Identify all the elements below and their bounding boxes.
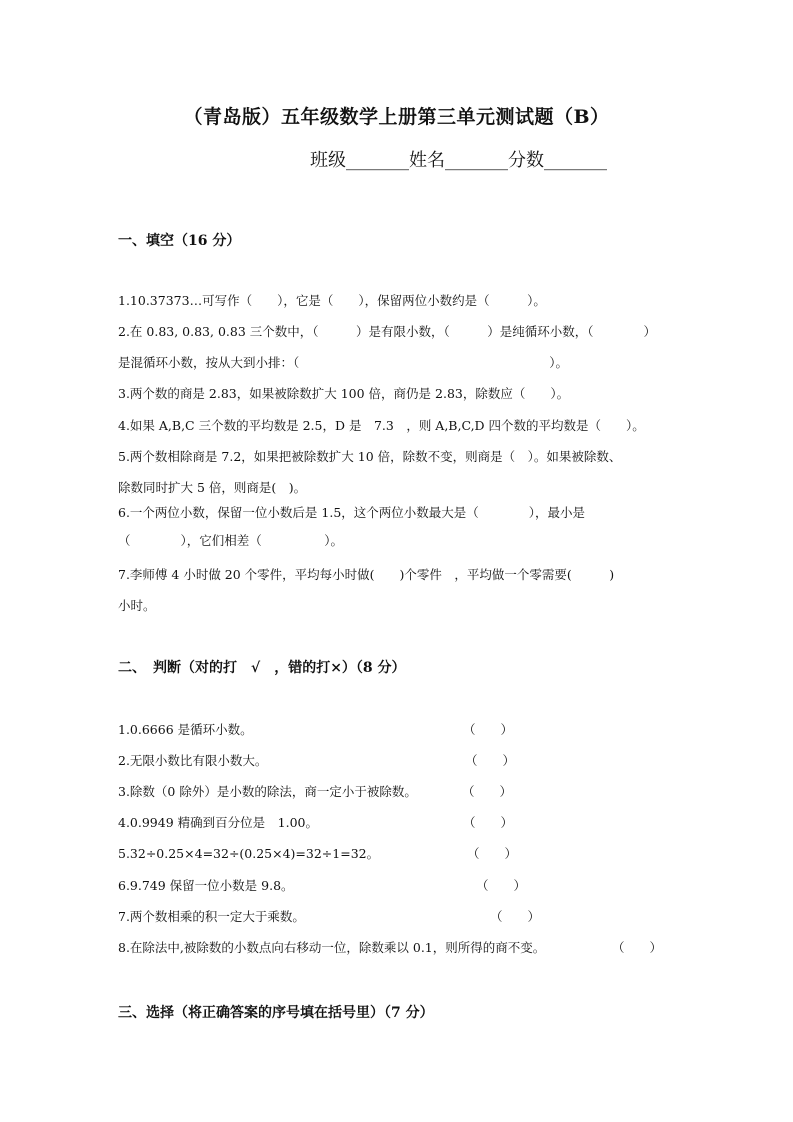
judge-item-3: 3.除数（0 除外）是小数的除法，商一定小于被除数。 [118,784,417,799]
judge-answer-1[interactable]: （ ） [463,722,514,737]
section-2-heading: 二、 判断（对的打 √ ，错的打×）（8 分） [118,660,406,676]
judge-answer-2[interactable]: （ ） [465,753,516,768]
fill-line-3: 是混循环小数，按从大到小排：（ ）。 [118,355,569,370]
judge-item-6: 6.9.749 保留一位小数是 9.8。 [118,878,294,893]
fill-line-1: 1.10.37373…可写作（ ），它是（ ），保留两位小数约是（ ）。 [118,293,546,308]
judge-item-7: 7.两个数相乘的积一定大于乘数。 [118,909,305,924]
fill-line-10: 7.李师傅 4 小时做 20 个零件，平均每小时做( )个零件 ，平均做一个零需要( ) [118,567,615,582]
fill-line-4: 3.两个数的商是 2.83，如果被除数扩大 100 倍，商仍是 2.83，除数应（ ）。 [118,386,570,401]
judge-item-8: 8.在除法中,被除数的小数点向右移动一位，除数乘以 0.1，则所得的商不变。 [118,940,546,955]
fill-line-5: 4.如果 A,B,C 三个数的平均数是 2.5，D 是 7.3 ，则 A,B,C,D 四个数的平均数是（ ）。 [118,418,645,433]
judge-item-2: 2.无限小数比有限小数大。 [118,753,268,768]
fill-line-9: （ ），它们相差（ ）。 [118,533,344,548]
judge-answer-5[interactable]: （ ） [467,846,518,861]
section-1-heading: 一、填空（16 分） [118,233,241,249]
fill-line-11: 小时。 [118,598,156,613]
student-info-line: 班级_______姓名_______分数_______ [310,150,607,171]
judge-item-5: 5.32÷0.25×4=32÷(0.25×4)=32÷1=32。 [118,846,380,861]
judge-answer-4[interactable]: （ ） [463,815,514,830]
judge-answer-8[interactable]: （ ） [612,940,663,955]
judge-answer-6[interactable]: （ ） [476,878,527,893]
fill-line-2: 2.在 0.83, 0.83, 0.83 三个数中，（ ）是有限小数，（ ）是纯循环小数，（ ） [118,324,657,339]
fill-line-7: 除数同时扩大 5 倍，则商是( )。 [118,480,307,495]
judge-answer-3[interactable]: （ ） [462,784,513,799]
fill-line-8: 6.一个两位小数，保留一位小数后是 1.5，这个两位小数最大是（ ），最小是 [118,505,586,520]
fill-line-6: 5.两个数相除商是 7.2，如果把被除数扩大 10 倍，除数不变，则商是（ ）。如果被除数、 [118,449,622,464]
judge-item-1: 1.0.6666 是循环小数。 [118,722,253,737]
judge-item-4: 4.0.9949 精确到百分位是 1.00。 [118,815,318,830]
page-title: （青岛版）五年级数学上册第三单元测试题（B） [183,106,610,128]
section-3-heading: 三、选择（将正确答案的序号填在括号里）（7 分） [118,1005,434,1021]
judge-answer-7[interactable]: （ ） [490,909,541,924]
